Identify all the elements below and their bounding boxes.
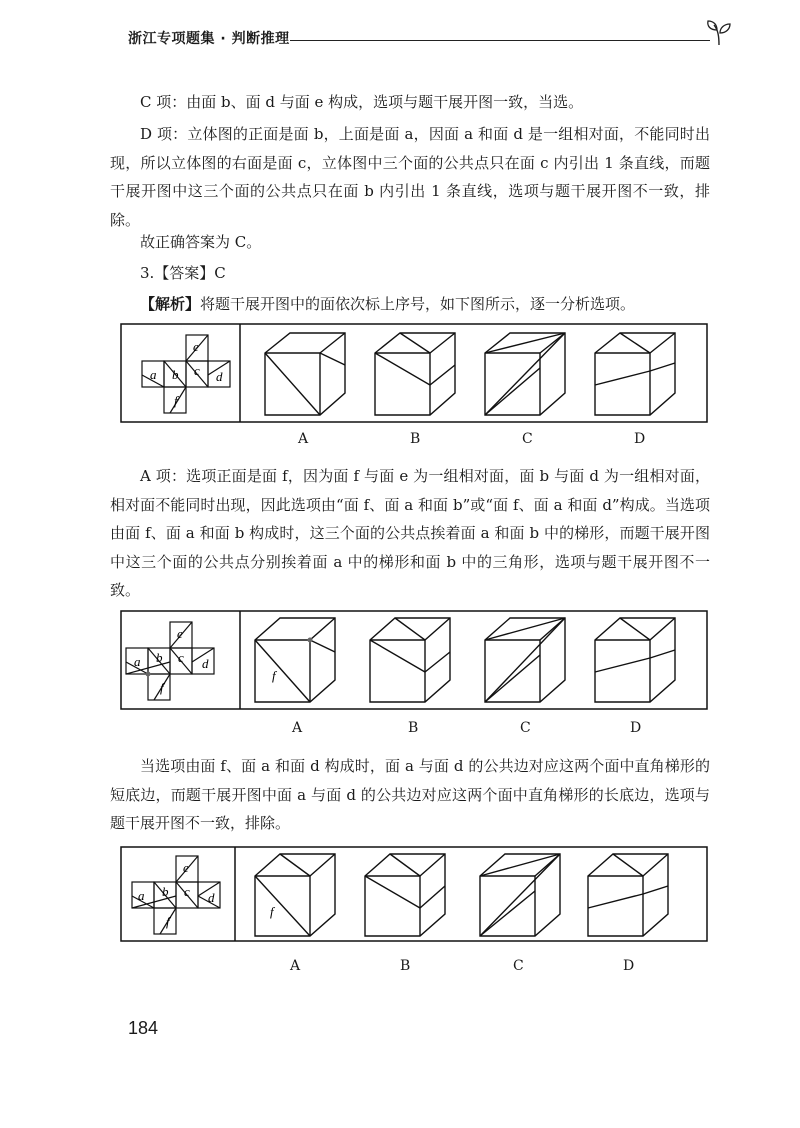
figure-3	[120, 846, 708, 974]
cube-option-a	[265, 333, 345, 415]
cube2-option-d	[595, 618, 675, 702]
cube-option-d	[595, 333, 675, 415]
net2-face-d: d	[202, 656, 209, 671]
figure-1-label-b: B	[410, 431, 421, 447]
figure-3-label-b: B	[400, 958, 411, 974]
net-face-c: c	[194, 363, 200, 378]
paragraph-option-a-case-2: 当选项由面 f、面 a 和面 d 构成时，面 a 与面 d 的公共边对应这两个面中直角梯形的短底边，而题干展开图中面 a 与面 d 的公共边对应这两个面中直角梯形的长底边，选项与题干展开图不一致，排除。	[110, 757, 710, 832]
net2-face-e: e	[177, 626, 183, 641]
page-number: 184	[128, 1018, 159, 1038]
cube2-option-a	[255, 618, 335, 702]
cube2-option-c	[485, 618, 565, 702]
paragraph-option-c: C 项：由面 b、面 d 与面 e 构成，选项与题干展开图一致，当选。	[140, 93, 584, 111]
figure-2-label-a: A	[292, 720, 303, 736]
net-face-b: b	[172, 367, 179, 382]
figure-2-label-b: B	[408, 720, 419, 736]
net3-face-f: f	[166, 914, 170, 929]
leaf-icon	[704, 18, 734, 48]
header-rule	[290, 40, 710, 41]
net3-face-d: d	[208, 890, 215, 905]
cube3-option-b	[365, 854, 445, 936]
figure-3-drawing	[120, 846, 708, 942]
figure-1-label-a: A	[298, 431, 309, 447]
net3-face-a: a	[138, 888, 145, 903]
figure-2-label-d: D	[630, 720, 642, 736]
cube-marker-dot	[308, 638, 313, 643]
figure-3-label-c: C	[513, 958, 524, 974]
net3-face-c: c	[184, 884, 190, 899]
net2-face-a: a	[134, 654, 141, 669]
analysis-text: 将题干展开图中的面依次标上序号，如下图所示，逐一分析选项。	[200, 295, 636, 313]
paragraph-conclusion: 故正确答案为 C。	[140, 233, 262, 251]
figure-2-drawing	[120, 610, 708, 710]
figure-1	[120, 323, 708, 447]
analysis-tag: 【解析】	[140, 295, 201, 313]
net-face-e: e	[193, 339, 199, 354]
net-face-d: d	[216, 369, 223, 384]
figure-3-label-a: A	[290, 958, 301, 974]
figure-1-drawing	[120, 323, 708, 423]
answer-line: 3.【答案】C	[140, 264, 226, 282]
cube3-option-a	[255, 854, 335, 936]
net2-face-f: f	[160, 680, 164, 695]
cube3-option-d	[588, 854, 668, 936]
cube3-face-f: f	[270, 904, 274, 919]
running-header-title: 浙江专项题集 · 判断推理	[128, 31, 290, 47]
net3-face-e: e	[183, 860, 189, 875]
cube2-face-f: f	[272, 668, 276, 683]
net2-face-b: b	[156, 650, 163, 665]
figure-3-label-d: D	[623, 958, 635, 974]
paragraph-option-a: A 项：选项正面是面 f，因为面 f 与面 e 为一组相对面，面 b 与面 d 为一组相对面，相对面不能同时出现，因此选项由“面 f、面 a 和面 b”或“面 f、面 a 和面 d”构成。当选项由面 f、面 a 和面 b 构成时，这三个面的公共点挨着面 a 和面 b 中的梯形，而题干展开图中这三个面的公共点分别挨着面 a 中的梯形和面 b 中的三角形，选项与题干展开图不一致。	[110, 467, 710, 599]
cube-option-b	[375, 333, 455, 415]
figure-2	[120, 610, 708, 736]
figure-1-label-c: C	[522, 431, 533, 447]
net-marker-dot	[146, 672, 151, 677]
paragraph-option-d: D 项：立体图的正面是面 b，上面是面 a，因面 a 和面 d 是一组相对面，不能同时出现，所以立体图的右面是面 c，立体图中三个面的公共点只在面 c 内引出 1 条直线，而题干展开图中这三个面的公共点只在面 b 内引出 1 条直线，选项与题干展开图不一致，排除。	[110, 125, 710, 229]
figure-1-label-d: D	[634, 431, 646, 447]
net-face-f: f	[174, 393, 178, 408]
figure-2-label-c: C	[520, 720, 531, 736]
net2-face-c: c	[178, 650, 184, 665]
cube-option-c	[485, 333, 565, 415]
net-diagram-3	[132, 856, 220, 934]
net-face-a: a	[150, 367, 157, 382]
net3-face-b: b	[162, 884, 169, 899]
cube2-option-b	[370, 618, 450, 702]
analysis-line	[110, 290, 710, 319]
cube3-option-c	[480, 854, 560, 936]
